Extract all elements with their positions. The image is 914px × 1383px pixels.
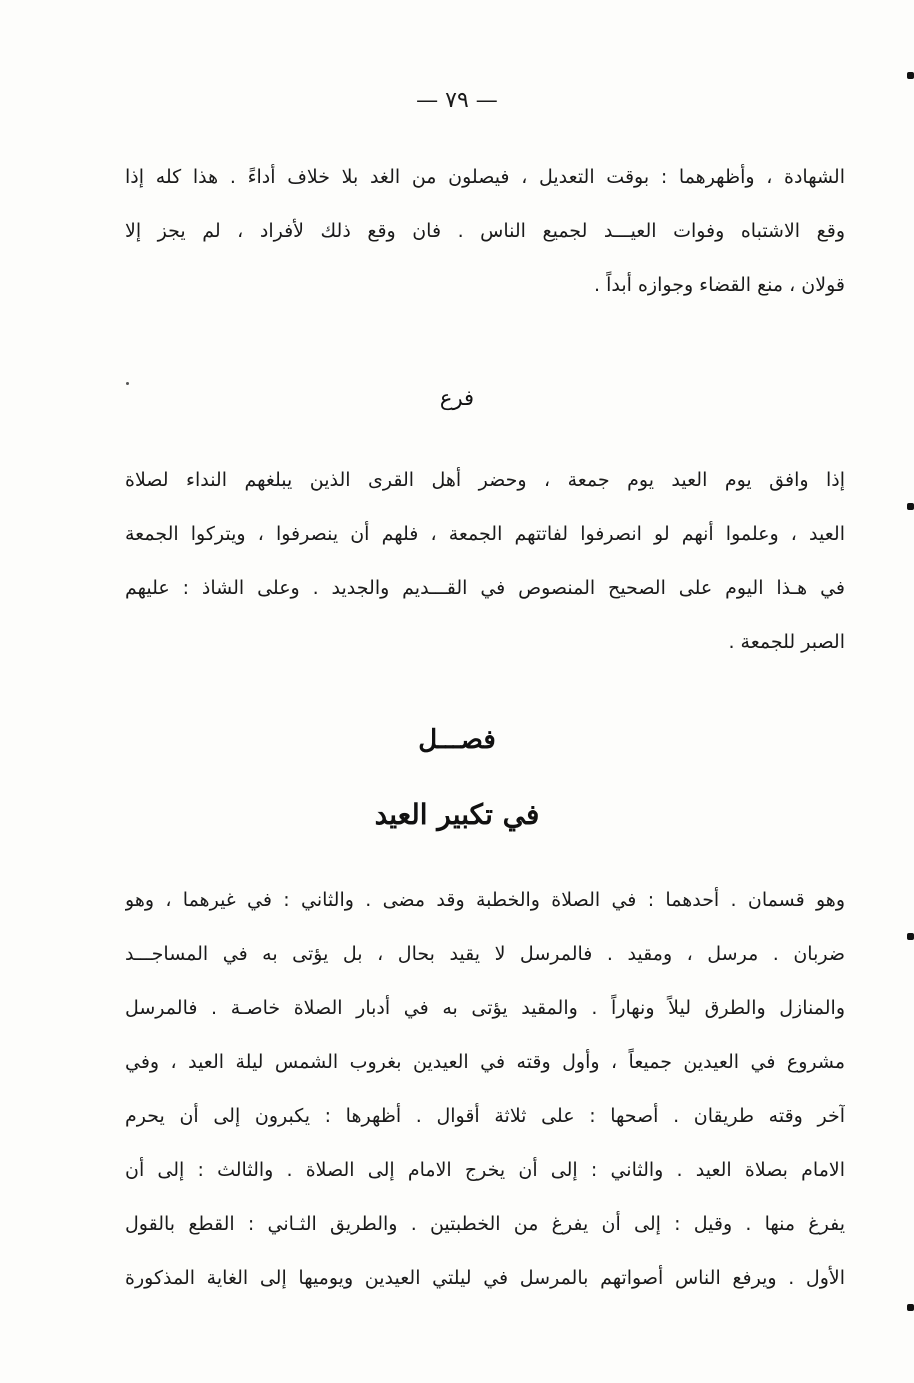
paragraph-3-line: وهو قسمان . أحدهما : في الصلاة والخطبة وقد مضى . والثاني : في غيرهما ، وهو (125, 889, 845, 911)
paragraph-2 (125, 453, 845, 669)
paragraph-3-line: والمنازل والطرق ليلاً ونهاراً . والمقيد يؤتى به في أدبار الصلاة خاصـة . فالمرسل (125, 997, 845, 1019)
section-heading-fasl: فصـــل (418, 725, 496, 755)
paragraph-1 (125, 150, 845, 312)
paragraph-1-line: قولان ، منع القضاء وجوازه أبداً . (594, 274, 845, 296)
paragraph-3-line: آخر وقته طريقان . أصحها : على ثلاثة أقوال . أظهرها : يكبرون إلى أن يحرم (125, 1105, 845, 1127)
paragraph-1-line: وقع الاشتباه وفوات العيـــد لجميع الناس . فان وقع ذلك لأفراد ، لم يجز إلا (125, 220, 845, 242)
section-heading-far: فرع (439, 386, 475, 410)
paragraph-1-line: الشهادة ، وأظهرهما : بوقت التعديل ، فيصلون من الغد بلا خلاف أداءً . هذا كله إذا (125, 166, 845, 188)
paragraph-3-line: الأول . ويرفع الناس أصواتهم بالمرسل في ليلتي العيدين ويوميها إلى الغاية المذكورة (125, 1267, 845, 1289)
paragraph-2-line: الصبر للجمعة . (728, 631, 845, 653)
paragraph-2-line: إذا وافق يوم العيد يوم جمعة ، وحضر أهل القرى الذين يبلغهم النداء لصلاة (125, 469, 845, 491)
scan-speck (126, 382, 129, 385)
paragraph-3 (125, 873, 845, 1305)
section-title: في تكبير العيد (374, 798, 540, 831)
scan-edge-mark (907, 933, 914, 940)
paragraph-2-line: العيد ، وعلموا أنهم لو انصرفوا لفاتتهم الجمعة ، فلهم أن ينصرفوا ، ويتركوا الجمعة (125, 523, 845, 545)
scan-edge-mark (907, 503, 914, 510)
paragraph-2-line: في هـذا اليوم على الصحيح المنصوص في القـــديم والجديد . وعلى الشاذ : عليهم (125, 577, 845, 599)
paragraph-3-line: يفرغ منها . وقيل : إلى أن يفرغ من الخطبتين . والطريق الثـاني : القطع بالقول (125, 1213, 845, 1235)
scan-edge-mark (907, 72, 914, 79)
paragraph-3-line: مشروع في العيدين جميعاً ، وأول وقته في العيدين بغروب الشمس ليلة العيد ، وفي (125, 1051, 845, 1073)
scan-edge-mark (907, 1304, 914, 1311)
page-number: — ٧٩ — (416, 88, 498, 113)
paragraph-3-line: الامام بصلاة العيد . والثاني : إلى أن يخرج الامام إلى الصلاة . والثالث : إلى أن (125, 1159, 845, 1181)
paragraph-3-line: ضربان . مرسل ، ومقيد . فالمرسل لا يقيد بحال ، بل يؤتى به في المساجـــد (125, 943, 845, 965)
